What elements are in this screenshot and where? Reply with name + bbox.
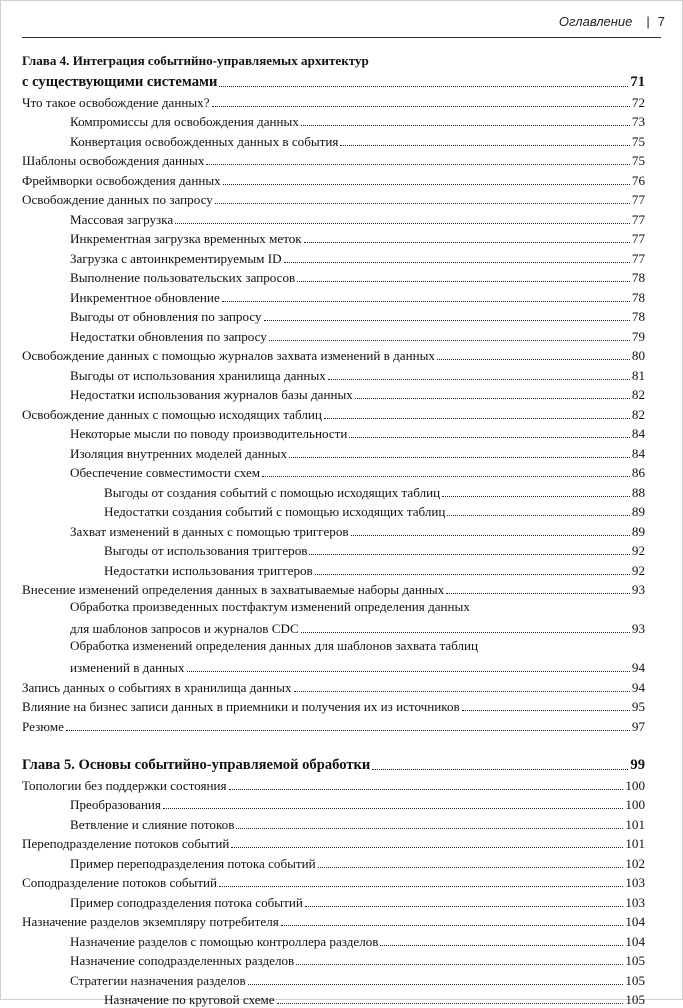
toc-entry-title: Ветвление и слияние потоков	[70, 816, 234, 833]
toc-entry[interactable]	[22, 540, 645, 560]
toc-entry-page: 75	[632, 152, 645, 169]
dot-leader	[297, 281, 630, 282]
chapter-5-title: Глава 5. Основы событийно-управляемой обработки	[22, 757, 370, 774]
toc-entry[interactable]	[22, 247, 645, 267]
toc-entry-title: Недостатки использования журналов базы данных	[70, 386, 353, 403]
toc-entry-page: 77	[632, 250, 645, 267]
dot-leader	[340, 145, 629, 146]
toc-entry-title: Инкрементная загрузка временных меток	[70, 230, 302, 247]
toc-entry-title: Освобождение данных с помощью исходящих таблиц	[22, 406, 322, 423]
chapter-5-heading[interactable]	[22, 755, 645, 775]
toc-entry[interactable]	[22, 891, 645, 911]
dot-leader	[264, 320, 630, 321]
dot-leader	[447, 515, 629, 516]
toc-entry-page: 82	[632, 406, 645, 423]
dot-leader	[318, 867, 624, 868]
dot-leader	[446, 593, 630, 594]
toc-entry-title: Выгоды от обновления по запросу	[70, 308, 262, 325]
toc-entry-page: 84	[632, 425, 645, 442]
toc-entry[interactable]	[22, 169, 645, 189]
dot-leader	[269, 340, 630, 341]
dot-leader	[223, 184, 630, 185]
dot-leader	[219, 886, 623, 887]
dot-leader	[215, 203, 630, 204]
toc-entry[interactable]	[22, 559, 645, 579]
toc-entry[interactable]	[22, 384, 645, 404]
toc-entry-title: Назначение разделов с помощью контроллера разделов	[70, 933, 378, 950]
toc-entry-title: Резюме	[22, 718, 64, 735]
toc-entry[interactable]	[22, 852, 645, 872]
toc-entry-page: 100	[625, 796, 645, 813]
chapter-gap	[22, 735, 645, 755]
dot-leader	[324, 418, 630, 419]
toc-entry-title: Стратегии назначения разделов	[70, 972, 246, 989]
toc-entry-page: 73	[632, 113, 645, 130]
toc-entry[interactable]	[22, 794, 645, 814]
toc-entry-title: Назначение соподразделенных разделов	[70, 952, 294, 969]
toc-entry-title-line2: для шаблонов запросов и журналов CDC	[70, 620, 299, 637]
toc-entry-title: Некоторые мысли по поводу производительности	[70, 425, 347, 442]
toc-entry-title: Что такое освобождение данных?	[22, 94, 210, 111]
toc-entry-title: Переподразделение потоков событий	[22, 835, 229, 852]
toc-entry[interactable]	[22, 911, 645, 931]
toc-entry-title: Выгоды от использования хранилища данных	[70, 367, 326, 384]
toc-entry-page: 101	[625, 816, 645, 833]
chapter-4-title-line1: Глава 4. Интеграция событийно-управляемых архитектур	[22, 52, 645, 72]
toc-entry[interactable]	[22, 989, 645, 1008]
dot-leader	[305, 906, 624, 907]
dot-leader	[289, 457, 630, 458]
toc-entry[interactable]	[22, 345, 645, 365]
toc-entry-page: 95	[632, 698, 645, 715]
dot-leader	[355, 398, 630, 399]
dot-leader	[372, 769, 628, 770]
toc-entry-page: 102	[625, 855, 645, 872]
toc-entry-page: 77	[632, 211, 645, 228]
toc-entry[interactable]	[22, 520, 645, 540]
toc-entry-page: 72	[632, 94, 645, 111]
toc-entry-page: 78	[632, 289, 645, 306]
dot-leader	[437, 359, 630, 360]
toc-entry-page: 103	[625, 874, 645, 891]
toc-entry[interactable]	[22, 130, 645, 150]
dot-leader	[236, 828, 623, 829]
toc-entry-page: 89	[632, 523, 645, 540]
dot-leader	[301, 632, 630, 633]
dot-leader	[231, 847, 623, 848]
toc-entry[interactable]	[22, 91, 645, 111]
toc-entry[interactable]	[22, 774, 645, 794]
toc-entry-page: 97	[632, 718, 645, 735]
toc-entry-title: Выгоды от использования триггеров	[104, 542, 307, 559]
toc-entry[interactable]	[22, 423, 645, 443]
toc-entry-title: Назначение по круговой схеме	[104, 991, 275, 1008]
dot-leader	[309, 554, 629, 555]
toc-entry-page: 94	[632, 679, 645, 696]
toc-entry[interactable]	[22, 325, 645, 345]
toc-entry-title: Выполнение пользовательских запросов	[70, 269, 295, 286]
toc-entry-title: Загрузка с автоинкрементируемым ID	[70, 250, 282, 267]
header-separator: |	[646, 14, 649, 29]
dot-leader	[380, 945, 623, 946]
toc-entry[interactable]	[22, 501, 645, 521]
toc-entry[interactable]	[22, 403, 645, 423]
toc-entry[interactable]	[22, 306, 645, 326]
toc-entry-page: 79	[632, 328, 645, 345]
toc-entry-title: Инкрементное обновление	[70, 289, 220, 306]
toc-entry[interactable]	[22, 813, 645, 833]
chapter-5-page: 99	[630, 757, 645, 774]
dot-leader	[351, 535, 630, 536]
toc-entry-page: 80	[632, 347, 645, 364]
toc-entry-title: Компромиссы для освобождения данных	[70, 113, 299, 130]
toc-entry[interactable]	[22, 189, 645, 209]
dot-leader	[206, 164, 630, 165]
toc-entry-page: 77	[632, 230, 645, 247]
toc-entry-page: 92	[632, 562, 645, 579]
chapter-4-title-line2: с существующими системами	[22, 74, 217, 91]
header-section: Оглавление	[559, 14, 632, 29]
dot-leader	[175, 223, 630, 224]
toc-entry-page: 86	[632, 464, 645, 481]
toc-entry-title: Внесение изменений определения данных в захватываемые наборы данных	[22, 581, 444, 598]
toc-entry[interactable]	[22, 442, 645, 462]
toc-entry-title-line1: Обработка произведенных постфактум изменений определения данных	[22, 598, 645, 618]
dot-leader	[277, 1003, 624, 1004]
toc-entry-title: Назначение разделов экземпляру потребителя	[22, 913, 279, 930]
running-header	[559, 14, 665, 29]
toc-entry-title: Топологии без поддержки состояния	[22, 777, 227, 794]
dot-leader	[462, 710, 630, 711]
toc-entry[interactable]	[22, 696, 645, 716]
toc-entry[interactable]	[22, 481, 645, 501]
toc-entry[interactable]	[22, 950, 645, 970]
toc-entry[interactable]	[22, 364, 645, 384]
toc-entry[interactable]	[22, 969, 645, 989]
toc-entry-title: Недостатки обновления по запросу	[70, 328, 267, 345]
toc-entry-page: 105	[625, 991, 645, 1008]
toc-entry-title: Обеспечение совместимости схем	[70, 464, 260, 481]
dot-leader	[349, 437, 630, 438]
dot-leader	[328, 379, 630, 380]
toc-entry[interactable]	[22, 833, 645, 853]
header-rule	[22, 37, 661, 38]
toc-entry-title: Недостатки использования триггеров	[104, 562, 313, 579]
dot-leader	[212, 106, 630, 107]
dot-leader	[294, 691, 630, 692]
toc-entry-title: Преобразования	[70, 796, 161, 813]
toc-entry-page: 92	[632, 542, 645, 559]
toc-entry-page: 104	[625, 933, 645, 950]
toc-entry-page: 84	[632, 445, 645, 462]
dot-leader	[301, 125, 630, 126]
toc-entry[interactable]	[22, 267, 645, 287]
chapter-4-heading[interactable]	[22, 72, 645, 92]
chapter-4-page: 71	[630, 74, 645, 91]
toc-entry[interactable]	[22, 111, 645, 131]
toc-entry-title: Недостатки создания событий с помощью исходящих таблиц	[104, 503, 445, 520]
toc-entry-title: Освобождение данных по запросу	[22, 191, 213, 208]
dot-leader	[281, 925, 624, 926]
toc-entry-page: 75	[632, 133, 645, 150]
toc-entry-page: 94	[632, 659, 645, 676]
toc-entry[interactable]	[22, 228, 645, 248]
dot-leader	[187, 671, 630, 672]
toc-entry[interactable]	[22, 286, 645, 306]
dot-leader	[229, 789, 624, 790]
toc-entry[interactable]	[22, 579, 645, 599]
toc-entry-page: 104	[625, 913, 645, 930]
toc-entry-title: Запись данных о событиях в хранилища данных	[22, 679, 292, 696]
toc-entry[interactable]	[22, 930, 645, 950]
toc-entry-title: Влияние на бизнес записи данных в приемники и получения их из источников	[22, 698, 460, 715]
dot-leader	[222, 301, 630, 302]
toc-entry[interactable]	[22, 657, 645, 677]
toc-entry[interactable]	[22, 462, 645, 482]
dot-leader	[248, 984, 624, 985]
toc-entry-title-line1: Обработка изменений определения данных для шаблонов захвата таблиц	[22, 637, 645, 657]
toc-entry-title: Шаблоны освобождения данных	[22, 152, 204, 169]
toc-entry-page: 81	[632, 367, 645, 384]
toc-entry-title: Конвертация освобожденных данных в события	[70, 133, 338, 150]
toc-entry-page: 78	[632, 308, 645, 325]
toc-entry[interactable]	[22, 715, 645, 735]
toc-entry[interactable]	[22, 618, 645, 638]
dot-leader	[304, 242, 630, 243]
toc-entry-page: 103	[625, 894, 645, 911]
header-page-number: 7	[658, 14, 665, 29]
toc-entry-page: 105	[625, 972, 645, 989]
toc-entry-title: Пример соподразделения потока событий	[70, 894, 303, 911]
toc-entry[interactable]	[22, 872, 645, 892]
dot-leader	[315, 574, 630, 575]
toc-entry-page: 100	[625, 777, 645, 794]
toc-entry-page: 76	[632, 172, 645, 189]
toc-entry-page: 88	[632, 484, 645, 501]
toc-entry-page: 93	[632, 620, 645, 637]
toc-entry[interactable]	[22, 208, 645, 228]
toc-entry[interactable]	[22, 676, 645, 696]
toc-entry-page: 105	[625, 952, 645, 969]
dot-leader	[442, 496, 630, 497]
toc-entry-page: 77	[632, 191, 645, 208]
dot-leader	[296, 964, 623, 965]
toc-entry-title: Массовая загрузка	[70, 211, 173, 228]
toc-entry-title: Фреймворки освобождения данных	[22, 172, 221, 189]
dot-leader	[163, 808, 623, 809]
toc-entry-page: 93	[632, 581, 645, 598]
toc-entry-title: Освобождение данных с помощью журналов захвата изменений в данных	[22, 347, 435, 364]
dot-leader	[262, 476, 630, 477]
toc-entry-page: 82	[632, 386, 645, 403]
dot-leader	[219, 86, 628, 87]
toc-entry-title: Пример переподразделения потока событий	[70, 855, 316, 872]
dot-leader	[284, 262, 630, 263]
toc-entry-page: 101	[625, 835, 645, 852]
toc-entry-title: Изоляция внутренних моделей данных	[70, 445, 287, 462]
toc-entry-title: Соподразделение потоков событий	[22, 874, 217, 891]
table-of-contents	[22, 52, 645, 1008]
toc-entry[interactable]	[22, 150, 645, 170]
toc-entry-title-line2: изменений в данных	[70, 659, 185, 676]
toc-entry-title: Выгоды от создания событий с помощью исходящих таблиц	[104, 484, 440, 501]
toc-entry-page: 78	[632, 269, 645, 286]
toc-entry-title: Захват изменений в данных с помощью триггеров	[70, 523, 349, 540]
toc-entry-page: 89	[632, 503, 645, 520]
dot-leader	[66, 730, 630, 731]
